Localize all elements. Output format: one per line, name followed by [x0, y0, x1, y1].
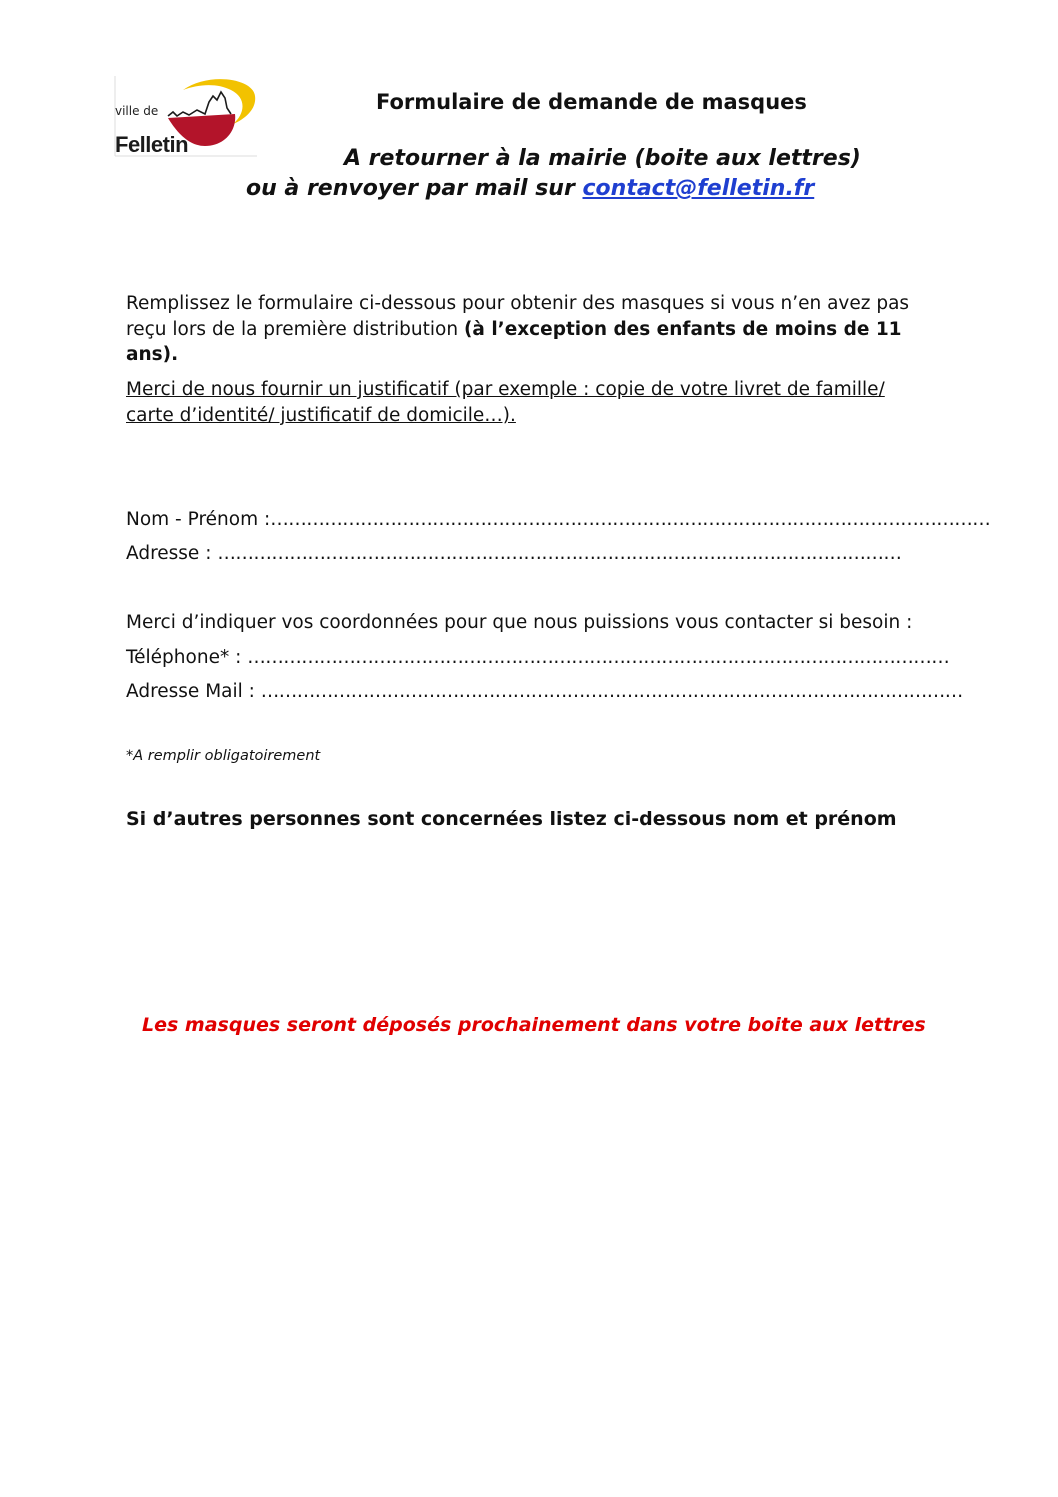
intro-line-2	[126, 319, 902, 340]
adresse-dots[interactable]: ……………………………………………………………………………………………………	[217, 543, 902, 564]
nom-prenom-field[interactable]	[126, 509, 990, 530]
subtitle-email-prefix: ou à renvoyer par mail sur	[246, 176, 575, 201]
intro-line-2-text: reçu lors de la première distribution	[126, 319, 459, 340]
other-persons-heading: Si d’autres personnes sont concernées listez ci-dessous nom et prénom	[126, 808, 897, 830]
intro-line-1: Remplissez le formulaire ci-dessous pour obtenir des masques si vous n’en avez pas	[126, 293, 910, 314]
contact-intro-text: Merci d’indiquer vos coordonnées pour que nous puissions vous contacter si besoin :	[126, 612, 913, 633]
adresse-label: Adresse :	[126, 543, 212, 564]
logo-town-name: Felletin	[115, 132, 189, 157]
telephone-label: Téléphone* :	[126, 647, 242, 668]
nom-prenom-dots[interactable]: …………………………………………………………………………………………………………	[270, 509, 991, 530]
subtitle-email-instructions	[246, 176, 814, 201]
mandatory-note: *A remplir obligatoirement	[126, 748, 321, 764]
subtitle-return-instructions: A retourner à la mairie (boite aux lettres)	[344, 146, 861, 171]
page-title: Formulaire de demande de masques	[376, 90, 807, 114]
justificatif-line-2: carte d’identité/ justificatif de domicile…).	[126, 405, 516, 426]
email-dots[interactable]: ………………………………………………………………………………………………………	[260, 681, 963, 702]
logo-label: ville de	[115, 104, 159, 118]
intro-line-3: ans).	[126, 344, 179, 365]
justificatif-line-1: Merci de nous fournir un justificatif (par exemple : copie de votre livret de famille/	[126, 379, 885, 400]
intro-exception-text: (à l’exception des enfants de moins de 11	[463, 319, 902, 340]
adresse-field[interactable]	[126, 543, 901, 564]
contact-email-link[interactable]: contact@felletin.fr	[582, 176, 815, 201]
nom-prenom-label: Nom - Prénom :	[126, 509, 271, 530]
footer-notice: Les masques seront déposés prochainement dans votre boite aux lettres	[142, 1014, 926, 1036]
telephone-dots[interactable]: ………………………………………………………………………………………………………	[247, 647, 950, 668]
email-field[interactable]	[126, 681, 963, 702]
email-label: Adresse Mail :	[126, 681, 255, 702]
telephone-field[interactable]	[126, 647, 949, 668]
